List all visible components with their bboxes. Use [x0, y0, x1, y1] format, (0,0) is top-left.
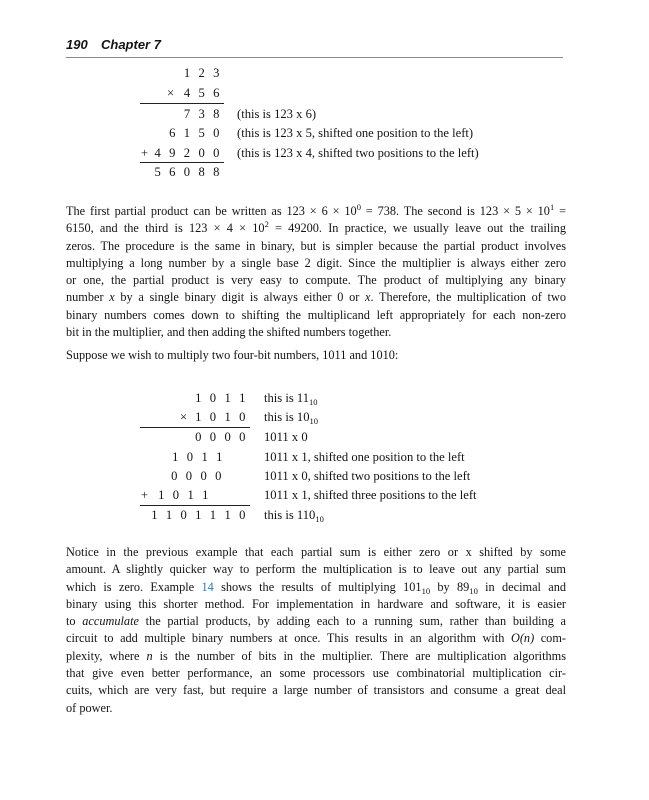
calc-note: (this is 123 x 4, shifted two positions to the left)	[237, 146, 479, 160]
page-header	[66, 37, 563, 58]
calc-number: 1 2 3	[183, 66, 222, 80]
binary-multiplication	[140, 391, 540, 526]
calc-rule	[140, 505, 250, 506]
chapter-title: Chapter 7	[101, 37, 161, 52]
calc-number: 0 0 0 0	[195, 430, 248, 444]
body-paragraph: Notice in the previous example that each partial sum is either zero or x shifted by some amount. A slightly quicker way to perform the multiplication is to leave out any partial sum which is zero. Example 14 shows the results of multiplying $101_{10}$ by $89_{10}$ in decimal and binary using this shorter method. For implementation in hardware and software, it is easier to accumulate the partial products, by adding each to a running sum, rather than building a circuit to add multiple binary numbers at once. This results in an algorithm with O(n) com- plexity, where n is the number of bits in the multiplier. There are multiplication algorithms that give even better performance, an some processors use combinatorial multiplication cir- cuits, which are very fast, but require a large number of transistors and consume a great deal of power.	[66, 545, 567, 715]
calc-result: 5 6 0 8 8	[154, 165, 222, 179]
calc-note: this is $10_{10}$	[264, 410, 318, 426]
calc-note: 1011 x 0	[264, 430, 308, 444]
calc-note: this is $110_{10}$	[264, 508, 324, 524]
calc-number: 6 1 5 0	[169, 126, 222, 140]
calc-number: 1 0 1 1	[195, 391, 248, 405]
plus-operator: +	[141, 146, 149, 160]
calc-number: 4 5 6	[183, 86, 222, 100]
calc-number: 0 0 0 0	[171, 469, 224, 483]
calc-rule	[140, 103, 224, 104]
body-paragraph: Suppose we wish to multiply two four-bit numbers, 1011 and 1010:	[66, 348, 399, 362]
calc-note: this is $11_{10}$	[264, 391, 318, 407]
example-link[interactable]: 14	[201, 579, 214, 594]
plus-operator: +	[141, 488, 149, 502]
calc-number: 4 9 2 0 0	[154, 146, 222, 160]
calc-number: 1 0 1 1	[172, 450, 225, 464]
body-paragraph: The first partial product can be written as $123 \times 6 \times 10^0 = 738$. The second is $123 \times 5 \times 10^1$ = 6150, and the third is $123 \times 4 \times 10^2 = 49200$. In practice, we usually leave out the trailing zeros. The procedure is the same in binary, but is simpler because the partial product involves multiplying a long number by a single base 2 digit. Since the multiplier is always either zero or one, the partial product is very easy to compute. The product of multiplying any binary number x by a single binary digit is always either 0 or x. Therefore, the multiplication of two binary numbers comes down to shifting the multiplicand left appropriately for each non-zero bit in the multiplier, and then adding the shifted numbers together.	[66, 202, 567, 340]
calc-note: 1011 x 1, shifted one position to the left	[264, 450, 465, 464]
calc-result: 1 1 0 1 1 1 0	[151, 508, 248, 522]
calc-rule	[140, 427, 250, 428]
decimal-multiplication	[140, 66, 520, 186]
page-number: 190	[66, 37, 88, 52]
calc-number: 1 0 1 1	[158, 488, 211, 502]
calc-number: 1 0 1 0	[195, 410, 248, 424]
calc-note: (this is 123 x 5, shifted one position to the left)	[237, 126, 474, 140]
calc-note: 1011 x 0, shifted two positions to the left	[264, 469, 471, 483]
calc-note: 1011 x 1, shifted three positions to the left	[264, 488, 477, 502]
calc-note: (this is 123 x 6)	[237, 107, 317, 121]
calc-number: 7 3 8	[183, 107, 222, 121]
times-operator: ×	[167, 86, 175, 100]
calc-rule	[140, 162, 224, 163]
times-operator: ×	[180, 410, 188, 424]
